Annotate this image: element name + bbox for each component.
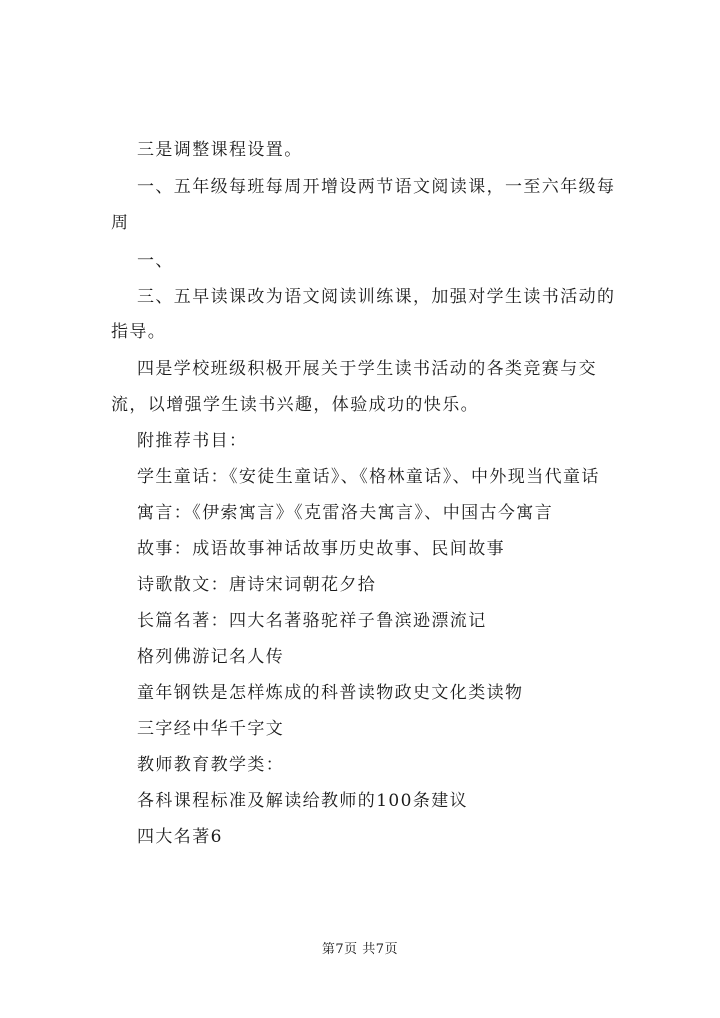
paragraph-line: 四大名著6 [137, 827, 223, 847]
page-footer: 第7页 共7页 [321, 942, 399, 957]
paragraph-line: 故事：成语故事神话故事历史故事、民间故事 [137, 539, 505, 559]
paragraph-line: 附推荐书目： [137, 431, 248, 451]
paragraph-line: 诗歌散文：唐诗宋词朝花夕拾 [137, 575, 377, 595]
paragraph-line: 四是学校班级积极开展关于学生读书活动的各类竞赛与交 [137, 359, 597, 379]
paragraph-line: 长篇名著：四大名著骆驼祥子鲁滨逊漂流记 [137, 611, 487, 631]
paragraph-line: 流，以增强学生读书兴趣，体验成功的快乐。 [111, 395, 479, 415]
paragraph-line: 童年钢铁是怎样炼成的科普读物政史文化类读物 [137, 683, 524, 703]
paragraph-line: 格列佛游记名人传 [137, 647, 285, 667]
paragraph-line: 三是调整课程设置。 [137, 140, 303, 160]
paragraph-line: 周 [111, 213, 130, 233]
paragraph-line: 三、五早读课改为语文阅读训练课，加强对学生读书活动的 [137, 287, 616, 307]
paragraph-line: 三字经中华千字文 [137, 719, 285, 739]
paragraph-line: 教师教育教学类： [137, 755, 285, 775]
paragraph-line: 寓言：《伊索寓言》《克雷洛夫寓言》、中国古今寓言 [137, 503, 554, 523]
paragraph-line: 学生童话：《安徒生童话》、《格林童话》、中外现当代童话 [137, 467, 600, 487]
paragraph-line: 一、 [137, 251, 174, 271]
paragraph-line: 一、五年级每班每周开增设两节语文阅读课，一至六年级每 [137, 177, 616, 197]
paragraph-line: 各科课程标准及解读给教师的100条建议 [137, 791, 469, 811]
paragraph-line: 指导。 [111, 322, 167, 342]
